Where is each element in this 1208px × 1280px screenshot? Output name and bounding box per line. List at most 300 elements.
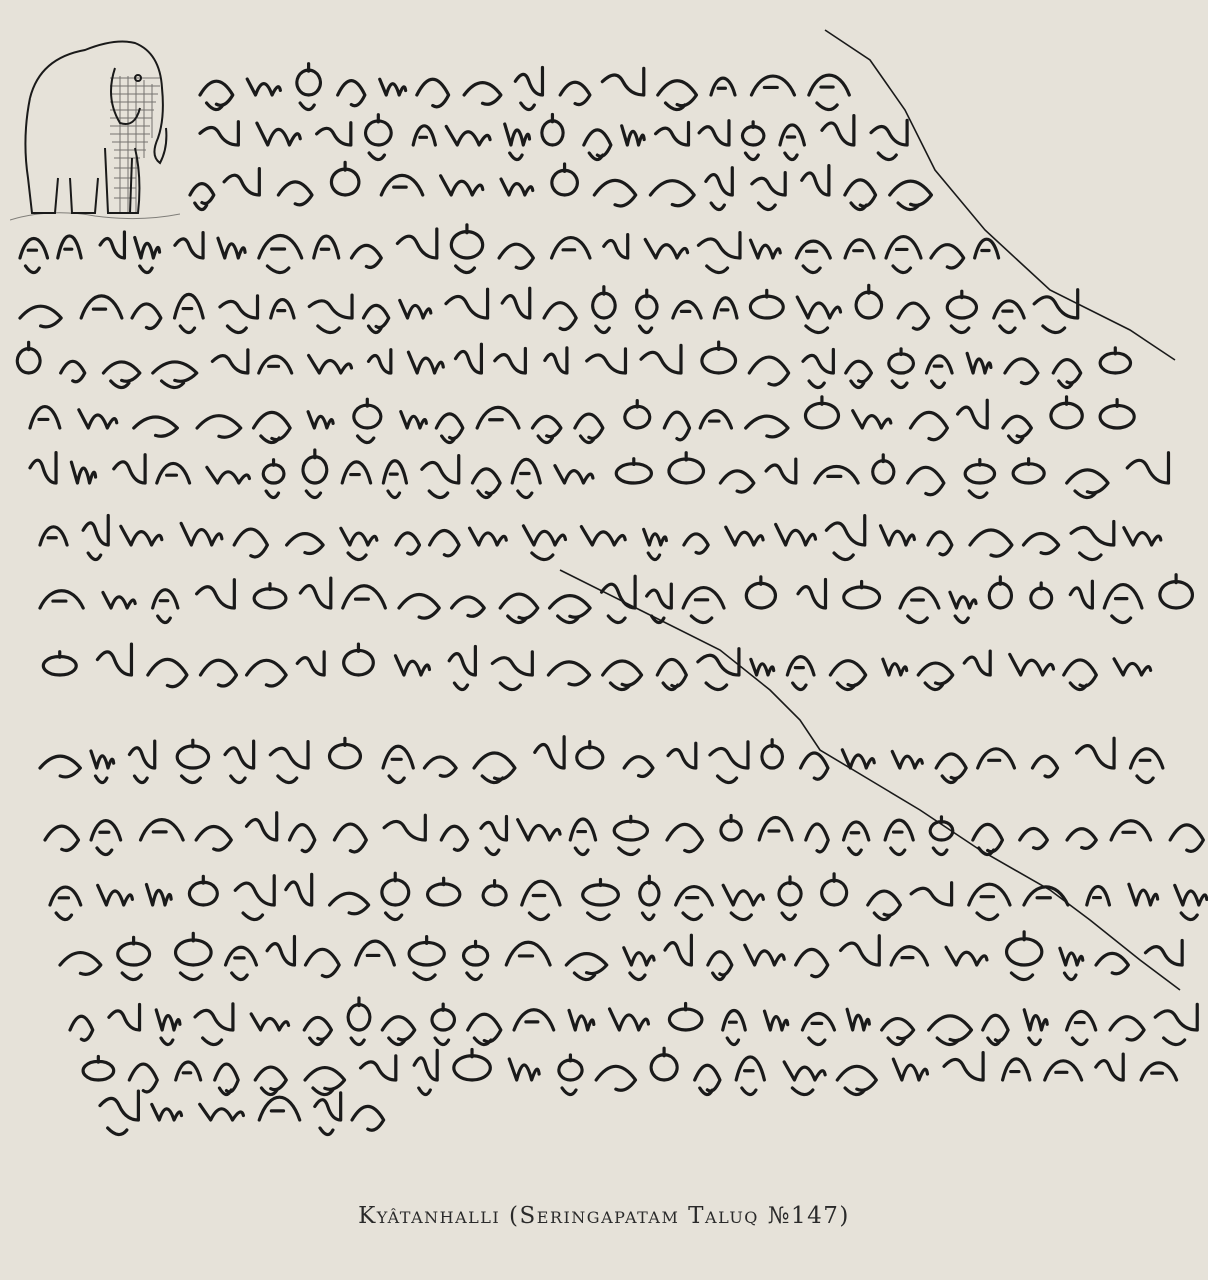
inscription-subscript xyxy=(1064,973,1075,980)
inscription-glyph xyxy=(708,952,732,975)
inscription-glyph xyxy=(776,524,816,545)
inscription-glyph xyxy=(844,822,869,840)
inscription-subscript xyxy=(642,913,653,920)
inscription-glyph xyxy=(60,953,101,975)
inscription-glyph xyxy=(958,400,988,428)
inscription-glyph xyxy=(846,361,872,382)
inscription-glyph xyxy=(317,123,351,145)
inscription-glyph xyxy=(399,594,439,618)
inscription-glyph xyxy=(930,817,953,840)
inscription-subscript xyxy=(351,1038,364,1045)
inscription-glyph xyxy=(759,818,792,840)
inscription-glyph xyxy=(254,584,286,608)
inscription-glyph xyxy=(1114,659,1151,675)
inscription-glyph xyxy=(871,120,907,145)
inscription-glyph xyxy=(499,244,533,268)
inscription-glyph xyxy=(669,1004,701,1030)
inscription-glyph xyxy=(721,816,741,840)
inscription-glyph xyxy=(581,527,625,545)
inscription-glyph xyxy=(500,594,538,618)
inscription-glyph xyxy=(483,881,506,905)
inscription-glyph xyxy=(341,528,377,545)
inscription-subscript xyxy=(389,776,404,783)
inscription-glyph xyxy=(43,652,76,675)
inscription-glyph xyxy=(175,294,204,318)
inscription-subscript xyxy=(414,973,435,980)
inscription-glyph xyxy=(380,79,406,95)
inscription-glyph xyxy=(552,164,578,195)
inscription-glyph xyxy=(815,466,858,483)
inscription-glyph xyxy=(20,306,61,327)
inscription-glyph xyxy=(883,659,907,675)
inscription-subscript xyxy=(348,553,366,560)
inscription-glyph xyxy=(430,531,459,556)
inscription-subscript xyxy=(108,1128,127,1135)
inscription-glyph xyxy=(71,462,95,483)
inscription-glyph xyxy=(97,644,131,675)
inscription-glyph xyxy=(1060,948,1083,965)
inscription-glyph xyxy=(315,1093,341,1120)
inscription-glyph xyxy=(891,947,927,965)
inscription-glyph xyxy=(886,237,921,258)
inscription-glyph xyxy=(1051,397,1082,428)
inscription-glyph xyxy=(1124,528,1161,545)
inscription-glyph xyxy=(929,1016,972,1041)
inscription-glyph xyxy=(505,124,530,145)
inscription-glyph xyxy=(801,753,828,779)
inscription-subscript xyxy=(955,616,968,623)
inscription-subscript xyxy=(482,776,502,783)
inscription-glyph xyxy=(545,348,567,373)
inscription-glyph xyxy=(552,238,590,258)
inscription-subscript xyxy=(318,326,339,333)
inscription-glyph xyxy=(514,1010,554,1030)
inscription-glyph xyxy=(882,1019,914,1039)
inscription-glyph xyxy=(121,526,162,545)
inscription-glyph xyxy=(1096,953,1128,973)
inscription-glyph xyxy=(452,597,485,616)
inscription-glyph xyxy=(683,588,724,608)
inscription-glyph xyxy=(259,235,302,258)
inscription-glyph xyxy=(422,456,459,483)
inscription-glyph xyxy=(446,126,490,145)
inscription-glyph xyxy=(650,181,694,206)
inscription-subscript xyxy=(979,848,994,855)
inscription-subscript xyxy=(56,913,71,920)
inscription-glyph xyxy=(334,824,366,852)
inscription-glyph xyxy=(98,885,133,905)
inscription-subscript xyxy=(707,266,728,273)
inscription-subscript xyxy=(267,266,288,273)
inscription-subscript xyxy=(1029,1038,1040,1045)
inscription-glyph xyxy=(535,737,564,768)
inscription-glyph xyxy=(1031,583,1052,608)
inscription-glyph xyxy=(1100,348,1130,373)
inscription-glyph xyxy=(509,1059,539,1080)
inscription-glyph xyxy=(746,416,788,437)
inscription-glyph xyxy=(50,887,81,905)
inscription-glyph xyxy=(344,644,374,675)
inscription-glyph xyxy=(844,581,880,608)
inscription-glyph xyxy=(967,353,991,373)
plate-caption: Kyâtanhalli (Seringapatam Taluq №147) xyxy=(358,1203,850,1229)
inscription-subscript xyxy=(851,203,866,210)
inscription-glyph xyxy=(1034,290,1078,318)
inscription-glyph xyxy=(305,1068,345,1090)
inscription-glyph xyxy=(156,1010,180,1030)
inscription-subscript xyxy=(731,913,751,920)
inscription-glyph xyxy=(83,1057,114,1080)
inscription-glyph xyxy=(847,1009,869,1030)
inscription-subscript xyxy=(1000,326,1015,333)
inscription-glyph xyxy=(853,411,891,428)
inscription-glyph xyxy=(100,232,124,258)
inscription-glyph xyxy=(803,350,833,373)
inscription-subscript xyxy=(1072,1038,1087,1045)
inscription-glyph xyxy=(842,750,874,768)
inscription-glyph xyxy=(532,416,560,436)
inscription-glyph xyxy=(684,534,708,553)
inscription-subscript xyxy=(892,381,907,388)
inscription-subscript xyxy=(933,848,947,855)
inscription-glyph xyxy=(946,947,987,965)
inscription-glyph xyxy=(1010,654,1054,675)
inscription-glyph xyxy=(278,182,312,205)
inscription-glyph xyxy=(61,361,85,381)
inscription-glyph xyxy=(706,168,732,195)
inscription-subscript xyxy=(510,153,522,160)
inscription-glyph xyxy=(454,1049,490,1080)
inscription-glyph xyxy=(594,180,635,206)
inscription-glyph xyxy=(784,1062,825,1080)
inscription-glyph xyxy=(58,236,81,258)
inscription-glyph xyxy=(1110,1017,1144,1040)
inscription-glyph xyxy=(79,410,117,428)
inscription-glyph xyxy=(1100,400,1134,428)
inscription-glyph xyxy=(247,813,277,840)
inscription-glyph xyxy=(413,126,435,145)
inscription-glyph xyxy=(868,891,901,915)
inscription-glyph xyxy=(152,1104,182,1120)
inscription-glyph xyxy=(314,236,339,258)
inscription-subscript xyxy=(908,616,927,623)
inscription-glyph xyxy=(200,81,233,105)
inscription-glyph xyxy=(464,941,488,965)
inscription-glyph xyxy=(714,298,737,318)
inscription-subscript xyxy=(266,491,278,498)
inscription-glyph xyxy=(197,416,241,438)
inscription-glyph xyxy=(603,661,642,685)
inscription-glyph xyxy=(826,516,864,545)
inscription-glyph xyxy=(1020,829,1048,849)
inscription-subscript xyxy=(1181,913,1197,920)
inscription-glyph xyxy=(665,935,691,965)
inscription-glyph xyxy=(1145,941,1182,965)
inscription-glyph xyxy=(656,122,689,145)
inscription-glyph xyxy=(522,881,560,905)
inscription-subscript xyxy=(742,1088,756,1095)
inscription-glyph xyxy=(417,79,449,107)
inscription-subscript xyxy=(320,1128,333,1135)
inscription-glyph xyxy=(720,471,753,492)
inscription-subscript xyxy=(639,326,651,333)
inscription-glyph xyxy=(267,936,294,965)
inscription-subscript xyxy=(96,776,107,783)
inscription-subscript xyxy=(691,616,711,623)
inscription-glyph xyxy=(625,401,650,428)
inscription-glyph xyxy=(305,949,339,976)
inscription-subscript xyxy=(529,913,548,920)
inscription-subscript xyxy=(97,848,112,855)
inscription-glyph xyxy=(400,300,431,318)
inscription-glyph xyxy=(970,530,1012,556)
inscription-glyph xyxy=(331,162,358,195)
inscription-glyph xyxy=(602,68,643,95)
inscription-glyph xyxy=(218,238,245,258)
inscription-glyph xyxy=(177,740,208,768)
inscription-glyph xyxy=(103,592,135,608)
inscription-subscript xyxy=(630,973,645,980)
inscription-glyph xyxy=(20,238,48,258)
inscription-glyph xyxy=(356,941,395,965)
inscription-glyph xyxy=(723,1010,746,1030)
inscription-subscript xyxy=(140,266,152,273)
inscription-subscript xyxy=(1070,683,1086,690)
inscription-glyph xyxy=(911,412,948,439)
inscription-glyph xyxy=(512,459,540,483)
inscription-glyph xyxy=(515,68,542,95)
inscription-glyph xyxy=(477,407,519,428)
inscription-glyph xyxy=(890,181,932,205)
inscription-subscript xyxy=(278,776,297,783)
inscription-glyph xyxy=(644,529,667,545)
inscription-glyph xyxy=(583,879,619,905)
inscription-glyph xyxy=(1087,886,1110,905)
inscription-subscript xyxy=(575,848,588,855)
inscription-glyph xyxy=(640,876,659,905)
inscription-subscript xyxy=(937,1038,958,1045)
inscription-glyph xyxy=(780,125,804,145)
inscription-glyph xyxy=(300,578,330,608)
inscription-glyph xyxy=(436,414,462,439)
inscription-glyph xyxy=(342,462,370,483)
inscription-subscript xyxy=(456,266,475,273)
inscription-glyph xyxy=(468,1014,501,1042)
inscription-glyph xyxy=(918,663,953,684)
inscription-subscript xyxy=(26,266,40,273)
inscription-glyph xyxy=(806,824,828,852)
inscription-glyph xyxy=(989,577,1011,608)
inscription-glyph xyxy=(1155,1004,1197,1030)
inscription-glyph xyxy=(1064,660,1097,686)
inscription-glyph xyxy=(30,407,60,428)
inscription-glyph xyxy=(129,1064,157,1092)
inscription-glyph xyxy=(304,1017,331,1039)
inscription-subscript xyxy=(518,491,532,498)
inscription-subscript xyxy=(878,153,896,160)
inscription-subscript xyxy=(718,776,737,783)
inscription-glyph xyxy=(383,461,406,483)
inscription-glyph xyxy=(226,947,257,965)
inscription-glyph xyxy=(190,184,214,204)
inscription-subscript xyxy=(785,153,797,160)
inscription-glyph xyxy=(181,523,222,545)
inscription-glyph xyxy=(947,291,976,318)
inscription-glyph xyxy=(651,1048,677,1080)
inscription-glyph xyxy=(212,350,247,373)
inscription-subscript xyxy=(122,973,141,980)
inscription-glyph xyxy=(745,945,784,965)
inscription-glyph xyxy=(1077,738,1114,768)
inscription-subscript xyxy=(429,491,447,498)
inscription-glyph xyxy=(129,741,154,768)
inscription-glyph xyxy=(501,179,533,195)
inscription-subscript xyxy=(759,203,776,210)
inscription-subscript xyxy=(1137,776,1153,783)
inscription-glyph xyxy=(472,469,500,494)
inscription-glyph xyxy=(114,455,145,483)
inscription-subscript xyxy=(1043,326,1065,333)
inscription-subscript xyxy=(793,683,806,690)
inscription-glyph xyxy=(856,285,881,318)
inscription-glyph xyxy=(297,652,324,675)
inscription-glyph xyxy=(17,342,40,373)
inscription-glyph xyxy=(270,742,308,768)
inscription-subscript xyxy=(419,1088,431,1095)
inscription-glyph xyxy=(802,166,829,195)
inscription-subscript xyxy=(135,776,148,783)
inscription-glyph xyxy=(575,414,603,438)
inscription-glyph xyxy=(944,1053,983,1080)
inscription-glyph xyxy=(936,754,966,779)
inscription-subscript xyxy=(792,1088,812,1095)
inscription-glyph xyxy=(176,933,212,965)
inscription-subscript xyxy=(977,913,998,920)
inscription-glyph xyxy=(518,820,560,840)
inscription-subscript xyxy=(1080,553,1101,560)
inscription-glyph xyxy=(70,1016,93,1040)
inscription-subscript xyxy=(388,491,400,498)
inscription-glyph xyxy=(550,596,591,618)
inscription-glyph xyxy=(548,662,589,685)
inscription-glyph xyxy=(308,412,333,428)
inscription-glyph xyxy=(926,356,952,373)
inscription-glyph xyxy=(602,576,636,608)
inscription-glyph xyxy=(492,652,532,675)
inscription-glyph xyxy=(596,1066,635,1090)
inscription-glyph xyxy=(354,399,381,428)
inscription-subscript xyxy=(500,683,520,690)
inscription-glyph xyxy=(441,826,467,850)
inscription-glyph xyxy=(698,649,739,675)
inscription-subscript xyxy=(232,973,247,980)
inscription-glyph xyxy=(587,349,626,373)
inscription-glyph xyxy=(1024,887,1068,905)
inscription-glyph xyxy=(30,453,56,483)
inscription-glyph xyxy=(40,591,83,608)
inscription-glyph xyxy=(845,180,876,207)
inscription-glyph xyxy=(700,411,731,428)
inscription-glyph xyxy=(647,584,672,608)
inscription-glyph xyxy=(559,1055,582,1080)
inscription-subscript xyxy=(467,973,481,980)
inscription-subscript xyxy=(180,326,194,333)
inscription-glyph xyxy=(382,1017,414,1040)
inscription-subscript xyxy=(203,1038,222,1045)
inscription-subscript xyxy=(435,1038,448,1045)
inscription-glyph xyxy=(1070,581,1092,608)
inscription-glyph xyxy=(978,749,1015,768)
inscription-subscript xyxy=(803,266,820,273)
inscription-subscript xyxy=(648,553,659,560)
inscription-glyph xyxy=(1032,756,1057,777)
inscription-glyph xyxy=(766,459,796,483)
inscription-glyph xyxy=(290,825,315,852)
inscription-glyph xyxy=(893,1059,927,1080)
inscription-glyph xyxy=(225,741,254,768)
inscription-glyph xyxy=(637,290,657,318)
inscription-glyph xyxy=(1067,829,1096,849)
inscription-glyph xyxy=(474,753,515,779)
inscription-glyph xyxy=(796,949,828,976)
inscription-glyph xyxy=(822,116,854,145)
inscription-glyph xyxy=(40,527,67,545)
inscription-glyph xyxy=(118,937,150,965)
inscription-glyph xyxy=(1130,749,1162,768)
inscription-glyph xyxy=(175,233,203,258)
inscription-glyph xyxy=(338,81,365,106)
inscription-glyph xyxy=(148,659,187,686)
inscription-glyph xyxy=(1013,459,1044,483)
inscription-glyph xyxy=(641,345,681,373)
inscription-glyph xyxy=(750,240,780,258)
inscription-glyph xyxy=(797,297,840,318)
inscription-glyph xyxy=(361,1056,396,1080)
inscription-subscript xyxy=(666,103,685,110)
inscription-subscript xyxy=(932,381,945,388)
inscription-glyph xyxy=(750,290,783,318)
inscription-glyph xyxy=(702,342,736,373)
inscription-glyph xyxy=(303,450,327,483)
inscription-glyph xyxy=(544,303,576,330)
inscription-glyph xyxy=(1160,575,1193,608)
inscription-subscript xyxy=(619,848,639,855)
inscription-glyph xyxy=(451,225,482,258)
inscription-glyph xyxy=(736,1057,764,1080)
inscription-glyph xyxy=(91,821,121,840)
inscription-subscript xyxy=(182,776,201,783)
inscription-glyph xyxy=(91,751,114,768)
inscription-glyph xyxy=(1104,585,1142,608)
inscription-glyph xyxy=(570,819,595,840)
inscription-glyph xyxy=(1045,1061,1082,1080)
inscription-glyph xyxy=(764,1011,787,1030)
inscription-glyph xyxy=(330,738,361,768)
inscription-glyph xyxy=(965,460,994,483)
inscription-glyph xyxy=(802,1013,834,1030)
inscription-glyph xyxy=(40,756,80,777)
inscription-glyph xyxy=(196,827,231,851)
inscription-glyph xyxy=(287,534,323,554)
inscription-glyph xyxy=(263,460,284,483)
inscription-glyph xyxy=(395,656,429,675)
inscription-glyph xyxy=(950,592,976,608)
inscription-subscript xyxy=(809,1038,825,1045)
inscription-glyph xyxy=(964,651,990,675)
inscription-glyph xyxy=(369,350,391,373)
inscription-glyph xyxy=(397,229,436,258)
inscription-glyph xyxy=(994,301,1024,318)
